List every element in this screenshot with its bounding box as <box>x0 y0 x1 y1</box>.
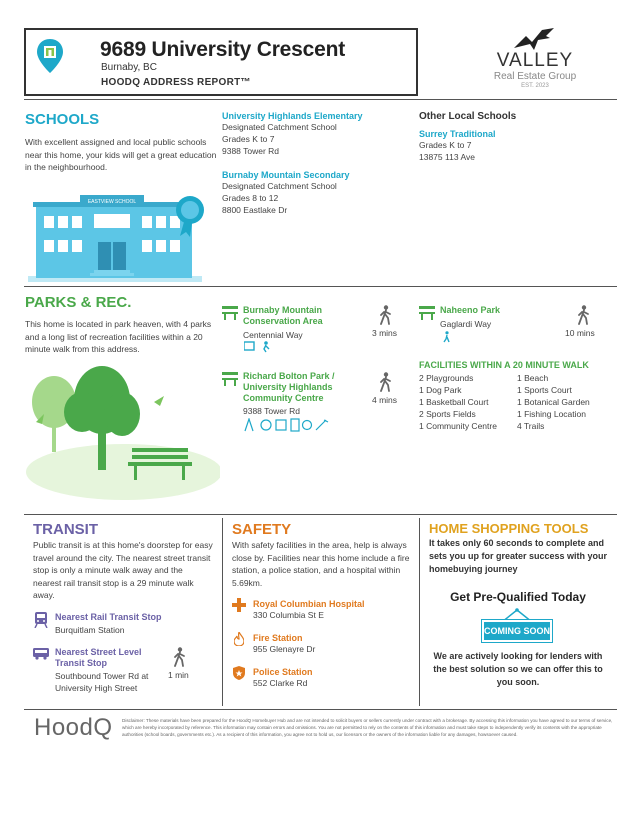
park-name[interactable]: Burnaby Mountain Conservation Area <box>243 305 323 326</box>
park-name[interactable]: Naheeno Park <box>440 305 501 315</box>
transit-description: Public transit is at this home's doorstep for easy travel around the city. The nearest street transit stop is only a minute walk away and the nearest rail transit stop is a 29 minute walk away. <box>33 540 213 600</box>
hoodq-logo: HoodQ <box>34 714 113 741</box>
park-address: Centennial Way <box>243 330 303 340</box>
logo-established: EST. 2023 <box>521 83 549 89</box>
school-name[interactable]: Burnaby Mountain Secondary <box>222 170 350 180</box>
fire-icon <box>234 632 244 646</box>
parks-heading <box>25 294 131 311</box>
shopping-note: We are actively looking for lenders with the best solution so we can offer this to you soon. <box>433 651 603 687</box>
school-grades: Grades K to 7 <box>419 140 472 150</box>
report-label: HOODQ ADDRESS REPORT™ <box>101 77 251 88</box>
playground-icon <box>245 419 253 431</box>
fitness-icon <box>291 419 299 431</box>
community-amenity-icons <box>244 418 332 432</box>
basketball-icon <box>303 421 312 430</box>
coming-soon-badge: COMING SOON <box>482 620 552 642</box>
walking-person-icon <box>172 647 186 667</box>
shopping-heading: HOME SHOPPING TOOLS <box>429 521 589 536</box>
facility-item: 1 Sports Court <box>517 385 572 395</box>
facility-item: 2 Sports Fields <box>419 409 476 419</box>
sports-court-icon <box>261 420 271 430</box>
divider <box>24 286 617 287</box>
safety-item-police <box>253 667 313 689</box>
safety-description: With safety facilities in the area, help is always close by. Facilities near this home include a fire station, a police station, and a hospital within 5.69km. <box>232 540 410 588</box>
column-divider <box>222 518 223 706</box>
park-address: 9388 Tower Rd <box>243 406 301 416</box>
assigned-school-1 <box>222 111 363 157</box>
police-badge-icon <box>233 666 245 680</box>
prequalified-title: Get Pre-Qualified Today <box>450 590 586 604</box>
logo-name: VALLEY <box>496 50 574 71</box>
facilities-heading: FACILITIES WITHIN A 20 MINUTE WALK <box>419 360 589 370</box>
walking-person-icon <box>378 305 392 325</box>
facility-item: 1 Botanical Garden <box>517 397 590 407</box>
rail-label[interactable]: Nearest Rail Transit Stop <box>55 612 162 622</box>
park-item-2 <box>440 305 550 330</box>
facility-item: 1 Fishing Location <box>517 409 586 419</box>
safety-name[interactable]: Fire Station <box>253 633 303 643</box>
facility-item: 1 Community Centre <box>419 421 497 431</box>
facility-item: 1 Beach <box>517 373 549 383</box>
facilities-left-list <box>419 372 497 432</box>
safety-item-hospital <box>253 599 365 621</box>
safety-name[interactable]: Police Station <box>253 667 313 677</box>
park-item-1 <box>243 305 361 341</box>
park-illustration <box>24 362 220 502</box>
school-type: Designated Catchment School <box>222 181 337 191</box>
eagle-logo-icon <box>512 26 556 52</box>
hospital-cross-icon <box>232 598 246 612</box>
walk-time: 4 mins <box>372 395 398 405</box>
safety-item-fire <box>253 633 315 655</box>
trail-walker-icon <box>442 331 452 343</box>
community-centre-icon <box>276 420 286 430</box>
walking-person-icon <box>576 305 590 325</box>
trail-icon <box>244 342 254 350</box>
school-grades: Grades K to 7 <box>222 134 275 144</box>
facility-item: 2 Playgrounds <box>419 373 474 383</box>
park-bench-icon <box>419 306 435 320</box>
parks-heading-b: & REC. <box>76 294 132 311</box>
disclaimer-text: Disclaimer: These materials have been prepared for the HoodQ Homebuyer Hub and are not intended to solicit buyers or sellers currently under contract with a brokerage. By accessing this information you have agreed to our terms of service, which are hereby incorporated by reference. This information may contain errors and omissions. You are not permitted to rely on the contents of this information and must take steps to independently verify its contents with the appropriate authorities (school boards, governments etc.). As a recipient of this information, you agree not to hold us, our licensors or the owners of the information liable for any damages, howsoever caused. <box>122 718 613 737</box>
bus-icon <box>33 648 49 660</box>
other-schools-heading: Other Local Schools <box>419 111 517 122</box>
safety-address: 552 Clarke Rd <box>253 678 308 688</box>
park-bench-icon <box>222 372 238 386</box>
safety-name[interactable]: Royal Columbian Hospital <box>253 599 365 609</box>
safety-address: 330 Columbia St E <box>253 610 324 620</box>
facilities-right-list <box>517 372 590 432</box>
divider <box>24 709 617 710</box>
address-city: Burnaby, BC <box>101 62 157 73</box>
street-transit <box>55 647 165 694</box>
parks-heading-a: PARKS <box>25 294 77 311</box>
divider <box>24 99 617 100</box>
park-address: Gaglardi Way <box>440 319 492 329</box>
location-pin-icon <box>36 38 64 74</box>
safety-heading: SAFETY <box>232 521 292 538</box>
schools-description: With excellent assigned and local public schools near this home, your kids will get a great education in the neighbourhood. <box>25 137 217 172</box>
walking-person-icon <box>378 372 392 392</box>
parks-description: This home is located in park heaven, with 4 parks and a long list of recreation facilities within a 20 minute walk from this address. <box>25 319 212 354</box>
rail-stop: Burquitlam Station <box>55 625 125 635</box>
facility-item: 4 Trails <box>517 421 545 431</box>
schools-heading: SCHOOLS <box>25 111 100 128</box>
school-grades: Grades 8 to 12 <box>222 193 279 203</box>
address-title: 9689 University Crescent <box>100 38 346 61</box>
walk-time: 3 mins <box>372 328 398 338</box>
tennis-icon <box>316 420 328 430</box>
other-school-1 <box>419 129 496 163</box>
school-building-illustration <box>28 190 208 282</box>
assigned-school-2 <box>222 170 350 216</box>
school-address: 8800 Eastlake Dr <box>222 205 288 215</box>
school-type: Designated Catchment School <box>222 122 337 132</box>
facility-item: 1 Basketball Court <box>419 397 489 407</box>
street-label[interactable]: Nearest Street Level Transit Stop <box>55 647 142 668</box>
street-stop: Southbound Tower Rd at University High Street <box>55 671 149 693</box>
shopping-intro: It takes only 60 seconds to complete and sets you up for greater success with your homebuying journey <box>429 538 608 574</box>
column-divider <box>419 518 420 706</box>
facility-item: 1 Dog Park <box>419 385 462 395</box>
park-bench-icon <box>222 306 238 320</box>
school-name[interactable]: Surrey Traditional <box>419 129 496 139</box>
safety-address: 955 Glenayre Dr <box>253 644 316 654</box>
rail-transit <box>55 612 162 636</box>
school-address: 9388 Tower Rd <box>222 146 280 156</box>
train-icon <box>34 612 48 628</box>
park-name[interactable]: Richard Bolton Park / University Highlands Community Centre <box>243 371 335 403</box>
transit-heading: TRANSIT <box>33 521 98 538</box>
brokerage-logo <box>480 26 590 92</box>
park-amenity-icons <box>244 341 274 353</box>
divider <box>24 514 617 515</box>
park-item-3 <box>243 371 361 417</box>
school-name[interactable]: University Highlands Elementary <box>222 111 363 121</box>
walk-time: 10 mins <box>565 328 595 338</box>
school-address: 13875 113 Ave <box>419 152 475 162</box>
logo-subtitle: Real Estate Group <box>493 71 577 82</box>
walk-time: 1 min <box>168 670 189 680</box>
school-sign: EASTVIEW SCHOOL <box>87 199 137 205</box>
